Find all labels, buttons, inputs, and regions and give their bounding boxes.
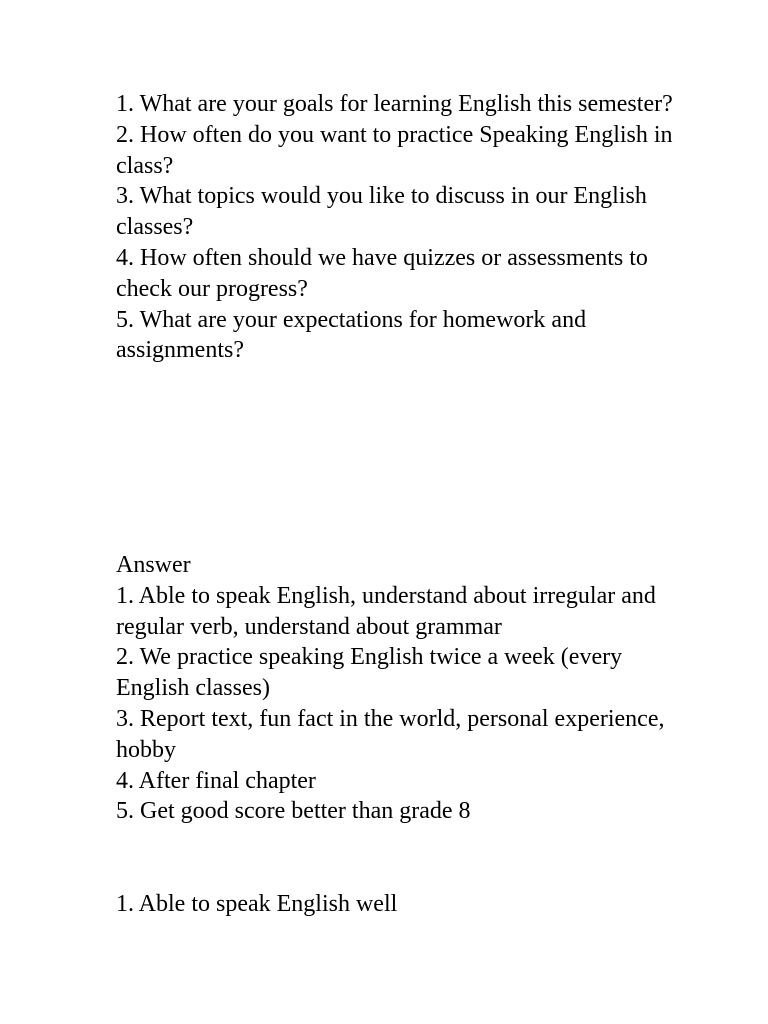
- answers-heading: Answer: [116, 552, 191, 578]
- question-item: 2. How often do you want to practice Speaking English in class?: [116, 121, 673, 179]
- question-item: 5. What are your expectations for homework and assignments?: [116, 306, 587, 364]
- answer-item: 3. Report text, fun fact in the world, personal experience, hobby: [116, 705, 665, 763]
- answer-item: 2. We practice speaking English twice a week (every English classes): [116, 644, 623, 702]
- extra-answers-section: [116, 889, 676, 920]
- question-item: 1. What are your goals for learning English this semester?: [116, 91, 673, 117]
- answer-item: 5. Get good score better than grade 8: [116, 798, 471, 825]
- questions-list: [116, 89, 676, 366]
- answers-section: [116, 550, 676, 827]
- question-item: 3. What topics would you like to discuss in our English classes?: [116, 183, 647, 241]
- extra-answer-item: 1. Able to speak English well: [116, 891, 398, 917]
- question-item: 4. How often should we have quizzes or assessments to check our progress?: [116, 244, 648, 302]
- answer-item: 4. After final chapter: [116, 767, 316, 794]
- answer-item: 1. Able to speak English, understand about irregular and regular verb, understand about grammar: [116, 582, 656, 640]
